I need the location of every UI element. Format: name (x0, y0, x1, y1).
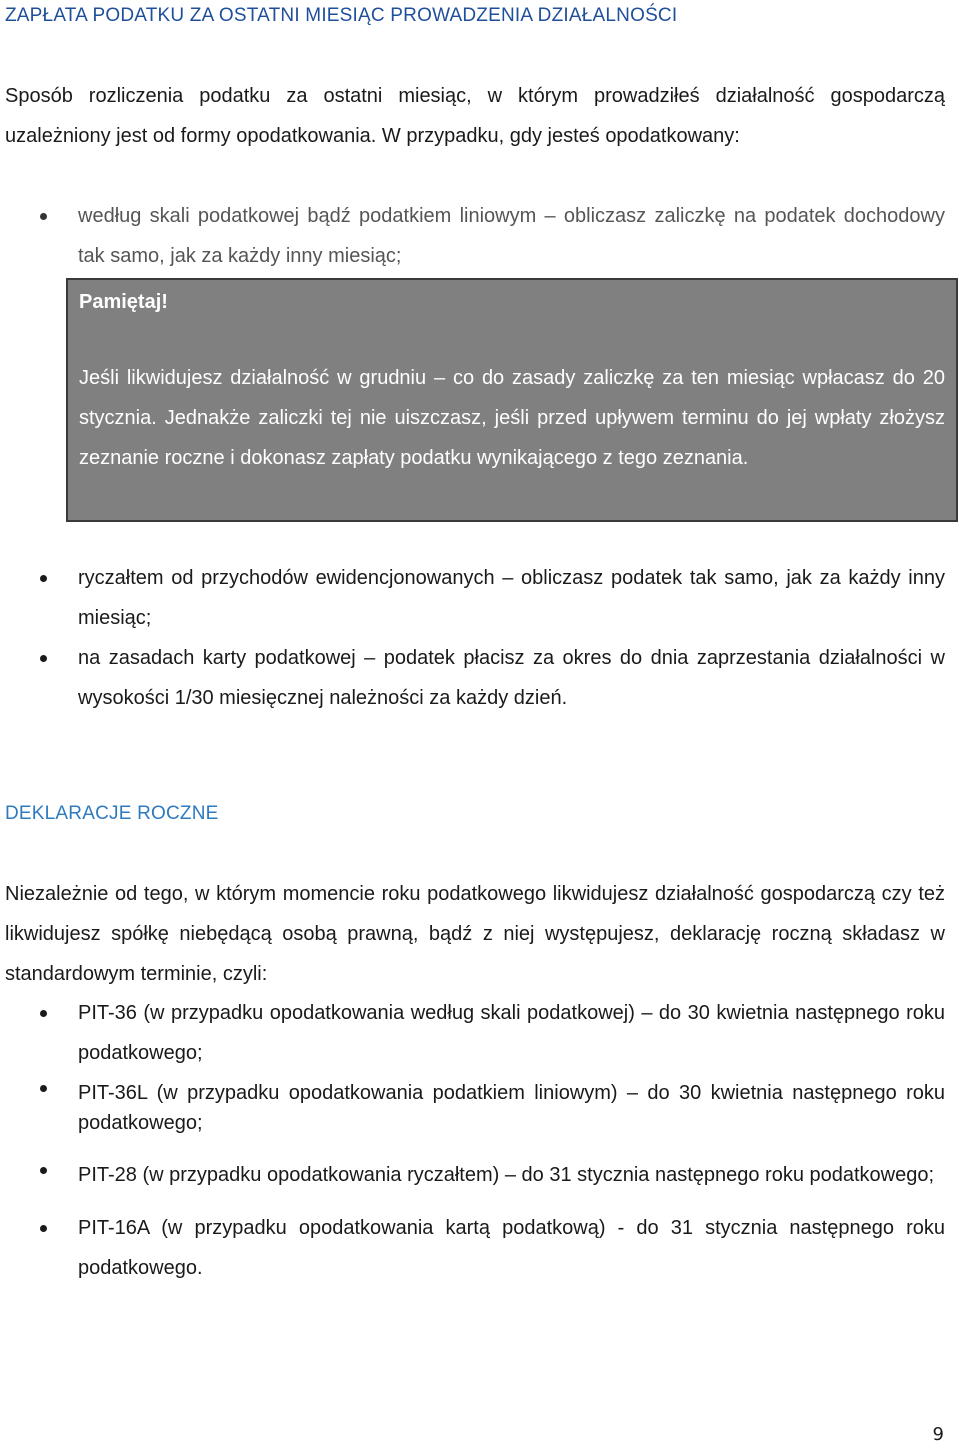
bullet-icon (40, 213, 47, 220)
list-item (0, 638, 945, 718)
list-item-text: ryczałtem od przychodów ewidencjonowanych – obliczasz podatek tak samo, jak za każdy inny miesiąc; (78, 567, 945, 629)
list-item-text: PIT-36 (w przypadku opodatkowania według skali podatkowej) – do 30 kwietnia następnego roku podatkowego; (78, 1002, 945, 1064)
list-item-text: na zasadach karty podatkowej – podatek płacisz za okres do dnia zaprzestania działalności w wysokości 1/30 miesięcznej należności za każdy dzień. (78, 647, 945, 709)
bullet-icon (40, 655, 47, 662)
list-item-text: PIT-16A (w przypadku opodatkowania kartą podatkową) - do 31 stycznia następnego roku podatkowego. (78, 1217, 945, 1279)
bullet-icon (40, 575, 47, 582)
list-item (0, 1208, 945, 1288)
list-item-text: według skali podatkowej bądź podatkiem liniowym – obliczasz zaliczkę na podatek dochodowy tak samo, jak za każdy inny miesiąc; (78, 205, 945, 267)
list-item (0, 993, 945, 1073)
bullet-icon (40, 1225, 47, 1232)
declarations-intro-paragraph: Niezależnie od tego, w którym momencie roku podatkowego likwidujesz działalność gospodarczą czy też likwidujesz spółkę niebędącą osobą prawną, bądź z niej występujesz, deklarację roczną składasz w standardowym terminie, czyli: (5, 883, 945, 985)
bullet-icon (40, 1010, 47, 1017)
list-item (0, 1155, 945, 1195)
list-item (0, 558, 945, 638)
list-item-text: PIT-36L (w przypadku opodatkowania podatkiem liniowym) – do 30 kwietnia następnego roku podatkowego; (78, 1082, 945, 1134)
section-heading-payment: ZAPŁATA PODATKU ZA OSTATNI MIESIĄC PROWADZENIA DZIAŁALNOŚCI (5, 5, 678, 26)
taxation-form-list-continued (0, 558, 945, 718)
section-heading-annual-declarations: DEKLARACJE ROCZNE (5, 803, 219, 824)
list-item (0, 1073, 945, 1143)
page-number: 9 (932, 1424, 944, 1445)
intro-paragraph: Sposób rozliczenia podatku za ostatni miesiąc, w którym prowadziłeś działalność gospodarczą uzależniony jest od formy opodatkowania. W przypadku, gdy jesteś opodatkowany: (5, 85, 945, 147)
bullet-icon (40, 1085, 47, 1092)
list-item-text: PIT-28 (w przypadku opodatkowania ryczałtem) – do 31 stycznia następnego roku podatkowego; (78, 1164, 935, 1186)
list-item (0, 196, 945, 276)
taxation-form-list (0, 196, 945, 276)
reminder-callout-box (66, 278, 958, 522)
declarations-list (0, 993, 945, 1288)
callout-body: Jeśli likwidujesz działalność w grudniu – co do zasady zaliczkę za ten miesiąc wpłacasz do 20 stycznia. Jednakże zaliczki tej nie uiszczasz, jeśli przed upływem terminu do jej wpłaty złożysz zeznanie roczne i dokonasz zapłaty podatku wynikającego z tego zeznania. (79, 367, 945, 469)
callout-title: Pamiętaj! (79, 291, 168, 313)
bullet-icon (40, 1167, 47, 1174)
